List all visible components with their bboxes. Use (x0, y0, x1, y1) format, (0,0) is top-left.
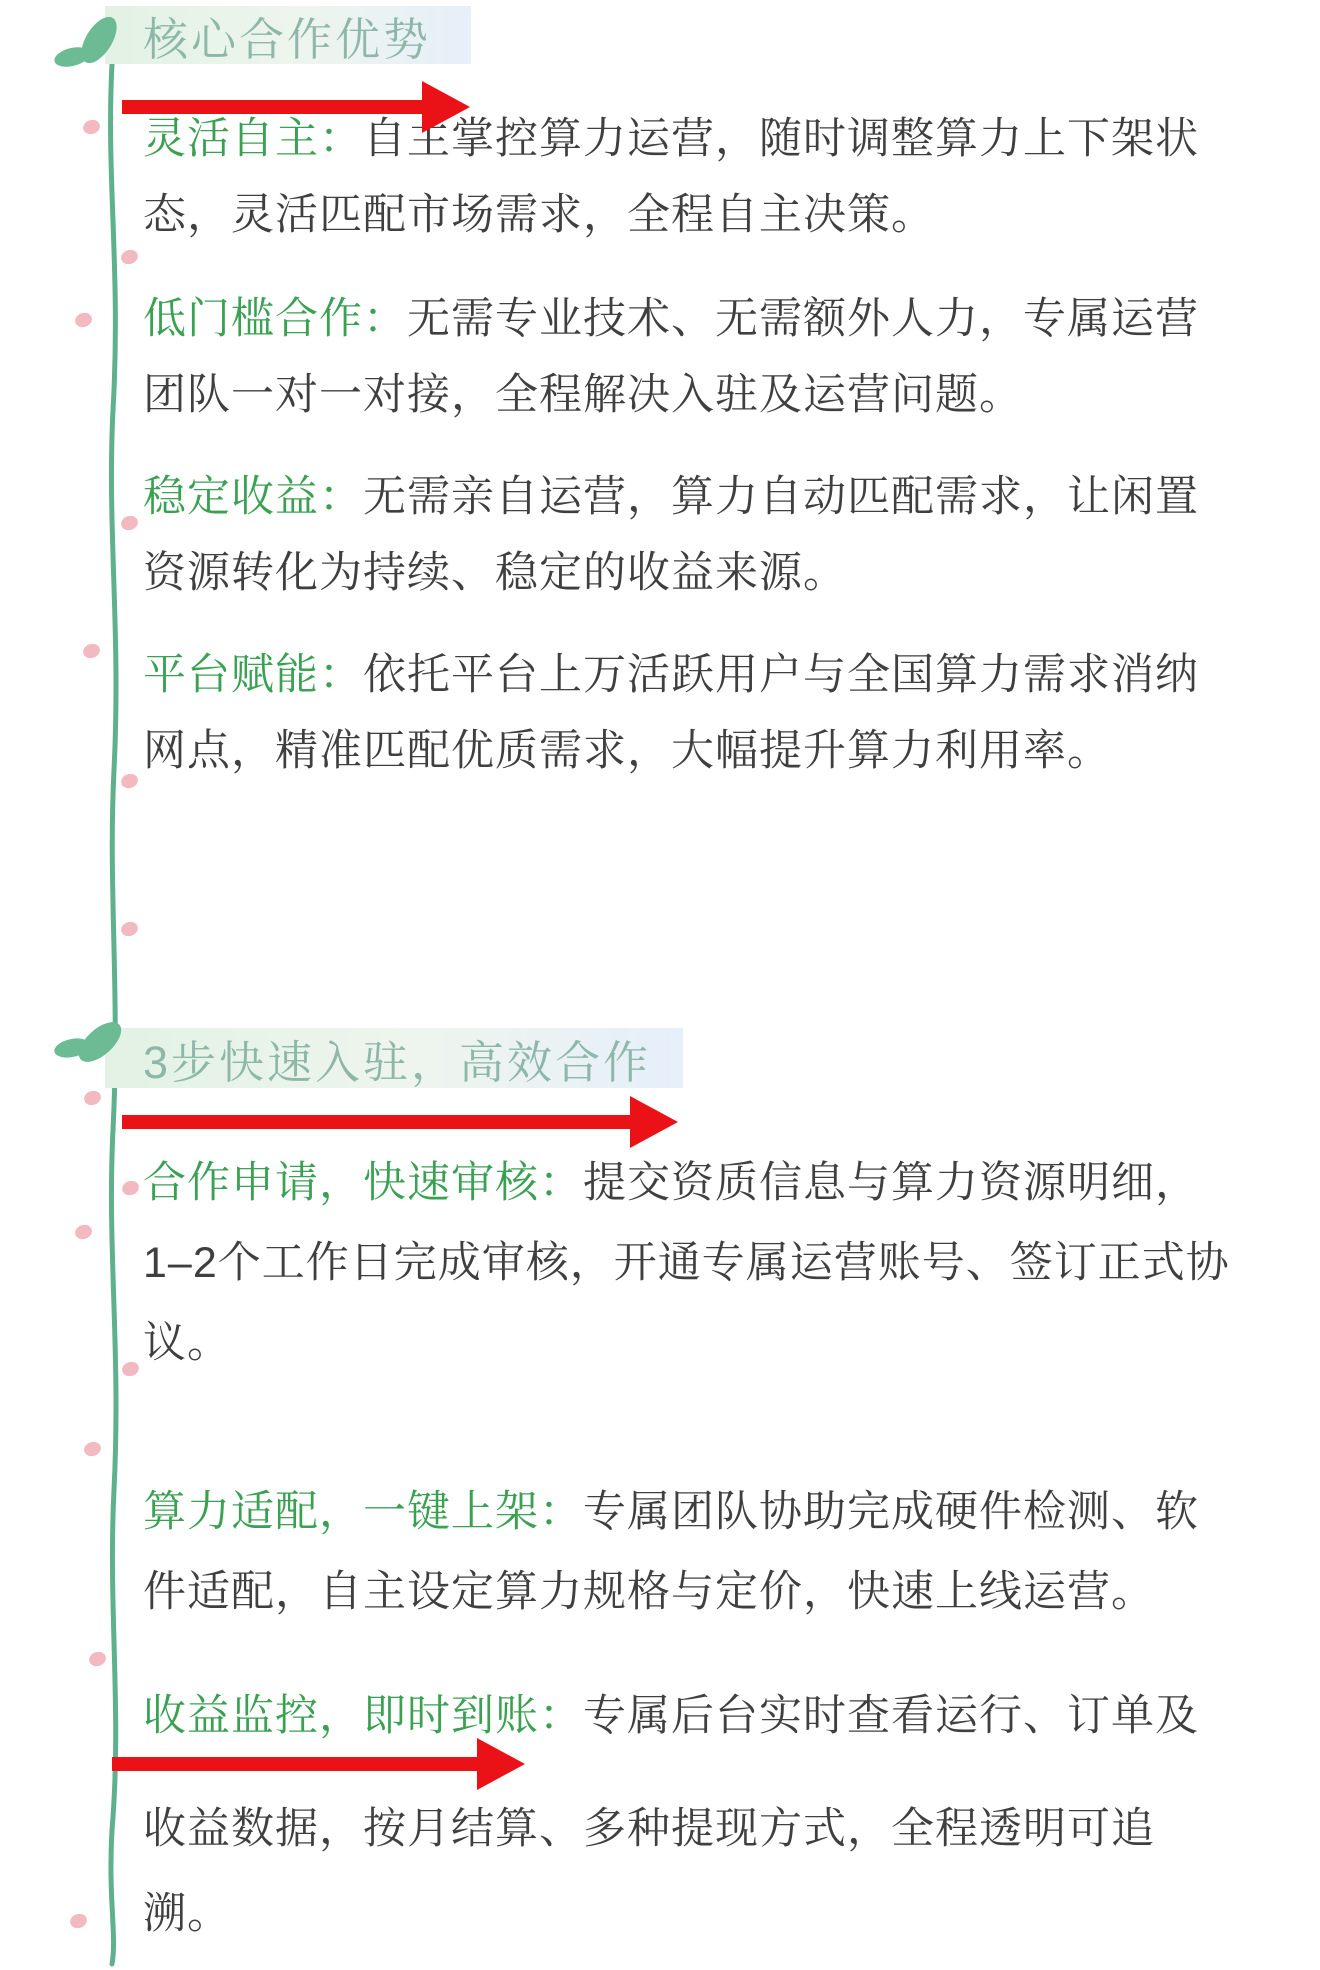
paragraph-line: 态，灵活匹配市场需求，全程自主决策。 (143, 191, 935, 239)
paragraph-line: 收益数据，按月结算、多种提现方式，全程透明可追 (143, 1805, 1155, 1853)
paragraph-line: 提交资质信息与算力资源明细， (583, 1159, 1199, 1207)
paragraph-label: 稳定收益： (143, 473, 363, 521)
section-title-text: 3步快速入驻，高效合作 (143, 1036, 652, 1088)
paragraph-line: 溯。 (143, 1890, 231, 1938)
paragraph-line: 议。 (143, 1319, 231, 1367)
paragraph-label: 灵活自主： (143, 115, 363, 163)
paragraph-line: 依托平台上万活跃用户与全国算力需求消纳 (363, 651, 1199, 699)
paragraph-line: 无需亲自运营，算力自动匹配需求，让闲置 (363, 473, 1199, 521)
paragraph-label: 收益监控，即时到账： (143, 1692, 583, 1740)
paragraph-line: 1–2个工作日完成审核，开通专属运营账号、签订正式协 (143, 1239, 1230, 1287)
section-title-text: 核心合作优势 (143, 13, 432, 65)
paragraph-line: 网点，精准匹配优质需求，大幅提升算力利用率。 (143, 727, 1111, 775)
paragraph-line: 团队一对一对接，全程解决入驻及运营问题。 (143, 371, 1023, 419)
paragraph-line: 专属后台实时查看运行、订单及 (583, 1692, 1199, 1740)
paragraph-line: 自主掌控算力运营，随时调整算力上下架状 (363, 115, 1199, 163)
paragraph-line: 件适配，自主设定算力规格与定价，快速上线运营。 (143, 1568, 1155, 1616)
paragraph-label: 算力适配，一键上架： (143, 1488, 583, 1536)
paragraph-label: 低门槛合作： (143, 295, 407, 343)
paragraph-line: 无需专业技术、无需额外人力，专属运营 (407, 295, 1199, 343)
paragraph-line: 资源转化为持续、稳定的收益来源。 (143, 549, 847, 597)
paragraph-line: 专属团队协助完成硬件检测、软 (583, 1488, 1199, 1536)
paragraph-label: 合作申请，快速审核： (143, 1159, 583, 1207)
paragraph-label: 平台赋能： (143, 651, 363, 699)
